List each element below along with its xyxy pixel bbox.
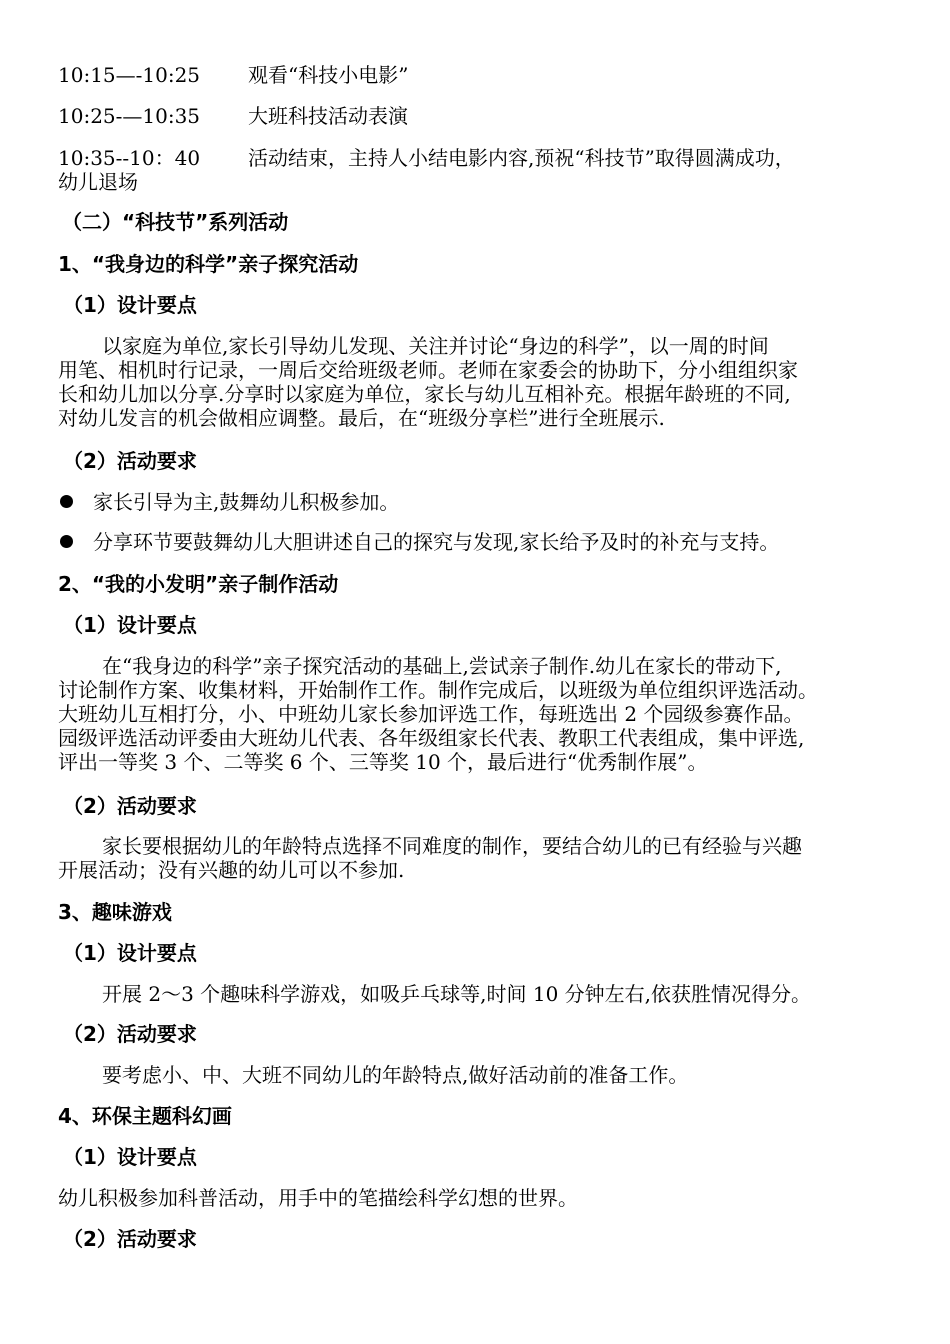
- schedule-time-2: 10:25-—10:35: [58, 104, 201, 128]
- item-1-design-heading: （1）设计要点: [63, 293, 197, 317]
- item-4-req-heading: （2）活动要求: [63, 1227, 197, 1251]
- item-1-design-line-4: 对幼儿发言的机会做相应调整。最后，在“班级分享栏”进行全班展示.: [58, 406, 665, 430]
- item-2-design-line-3: 大班幼儿互相打分，小、中班幼儿家长参加评选工作，每班选出 2 个园级参赛作品。: [58, 702, 804, 726]
- section-heading: （二）“科技节”系列活动: [62, 210, 289, 234]
- item-4-design-text: 幼儿积极参加科普活动，用手中的笔描绘科学幻想的世界。: [58, 1186, 578, 1210]
- item-2-req-heading: （2）活动要求: [63, 794, 197, 818]
- item-2-req-line-1: 家长要根据幼儿的年龄特点选择不同难度的制作，要结合幼儿的已有经验与兴趣: [102, 834, 802, 858]
- schedule-text-3: 活动结束，主持人小结电影内容,预祝“科技节”取得圆满成功，: [248, 146, 795, 170]
- item-1-design-line-1: 以家庭为单位,家长引导幼儿发现、关注并讨论“身边的科学”，以一周的时间: [102, 334, 769, 358]
- bullet-text-2: 分享环节要鼓舞幼儿大胆讲述自己的探究与发现,家长给予及时的补充与支持。: [93, 530, 780, 554]
- item-3-req-heading: （2）活动要求: [63, 1022, 197, 1046]
- item-1-req-heading: （2）活动要求: [63, 449, 197, 473]
- item-4-title: 4、环保主题科幻画: [58, 1104, 232, 1128]
- item-3-design-text: 开展 2～3 个趣味科学游戏，如吸乒乓球等,时间 10 分钟左右,依获胜情况得分。: [102, 982, 812, 1006]
- item-3-title: 3、趣味游戏: [58, 900, 172, 924]
- schedule-time-3: 10:35--10：40: [58, 146, 201, 170]
- bullet-item-2: [58, 530, 779, 554]
- item-3-design-heading: （1）设计要点: [63, 941, 197, 965]
- item-2-title: 2、“我的小发明”亲子制作活动: [58, 572, 339, 596]
- bullet-text-1: 家长引导为主,鼓舞幼儿积极参加。: [93, 490, 400, 514]
- item-1-design-line-3: 长和幼儿加以分享.分享时以家庭为单位，家长与幼儿互相补充。根据年龄班的不同,: [58, 382, 791, 406]
- bullet-dot-icon: [60, 535, 73, 548]
- schedule-text-1: 观看“科技小电影”: [248, 63, 409, 87]
- schedule-time-1: 10:15—-10:25: [58, 63, 201, 87]
- item-2-design-line-4: 园级评选活动评委由大班幼儿代表、各年级组家长代表、教职工代表组成，集中评选,: [58, 726, 805, 750]
- item-1-title: 1、“我身边的科学”亲子探究活动: [58, 252, 359, 276]
- schedule-text-2: 大班科技活动表演: [248, 104, 408, 128]
- bullet-item-1: [58, 490, 399, 514]
- schedule-text-3-continued: 幼儿退场: [58, 170, 138, 194]
- item-1-design-line-2: 用笔、相机时行记录，一周后交给班级老师。老师在家委会的协助下，分小组组织家: [58, 358, 798, 382]
- item-2-req-line-2: 开展活动；没有兴趣的幼儿可以不参加.: [58, 858, 405, 882]
- item-2-design-line-5: 评出一等奖 3 个、二等奖 6 个、三等奖 10 个，最后进行“优秀制作展”。: [58, 750, 708, 774]
- item-4-design-heading: （1）设计要点: [63, 1145, 197, 1169]
- item-2-design-line-1: 在“我身边的科学”亲子探究活动的基础上,尝试亲子制作.幼儿在家长的带动下,: [102, 654, 782, 678]
- item-2-design-line-2: 讨论制作方案、收集材料，开始制作工作。制作完成后，以班级为单位组织评选活动。: [58, 678, 818, 702]
- item-2-design-heading: （1）设计要点: [63, 613, 197, 637]
- bullet-dot-icon: [60, 495, 73, 508]
- item-3-req-text: 要考虑小、中、大班不同幼儿的年龄特点,做好活动前的准备工作。: [102, 1063, 689, 1087]
